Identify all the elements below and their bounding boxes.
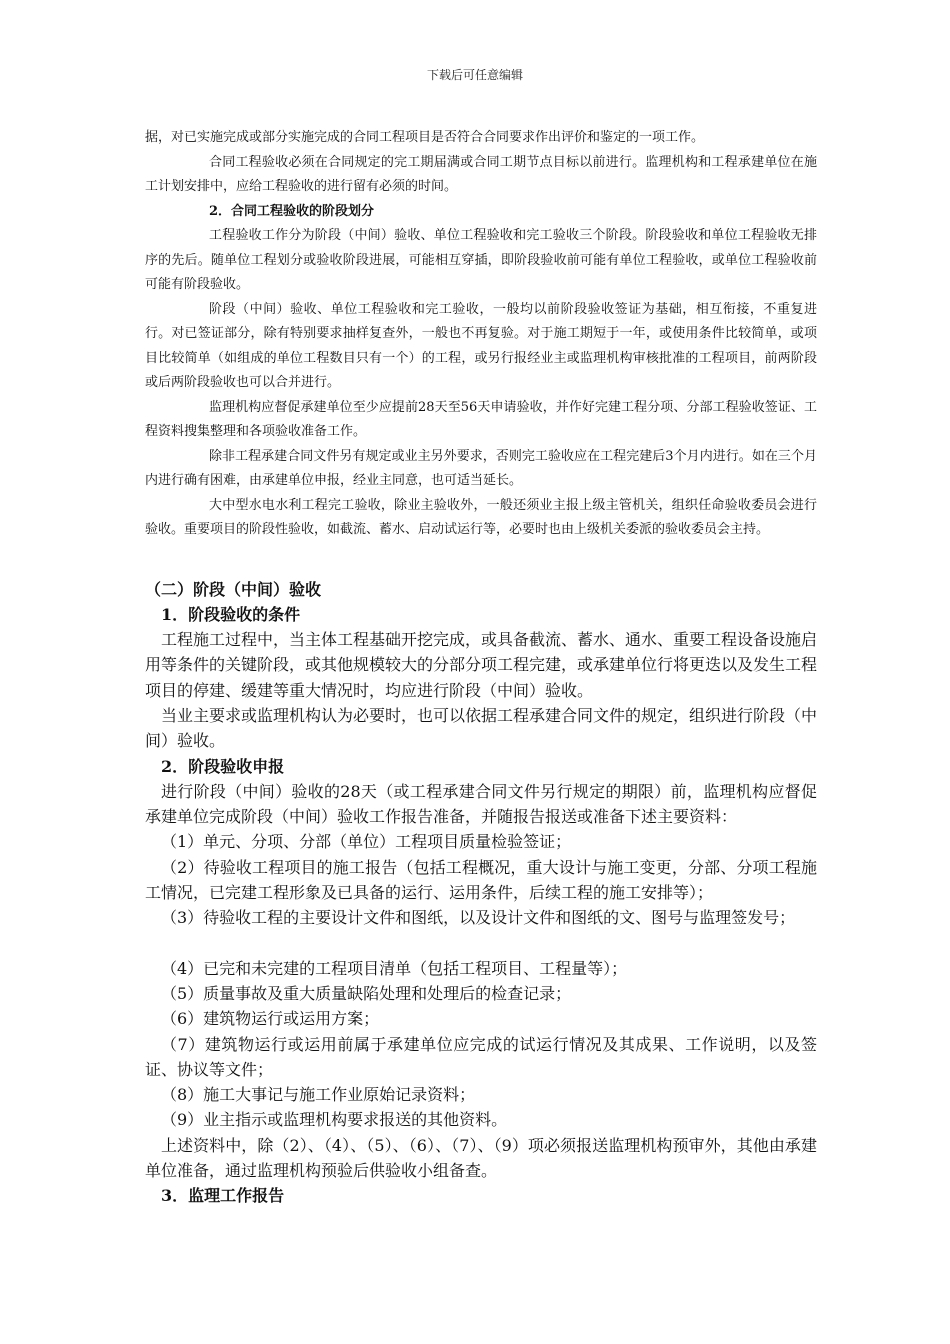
list-item: （2）待验收工程项目的施工报告（包括工程概况，重大设计与施工变更，分部、分项工程施工情况，已完建工程形象及已具备的运行、运用条件，后续工程的施工安排等）； xyxy=(145,857,817,903)
lower-section xyxy=(145,577,817,1209)
paragraph: 监理机构应督促承建单位至少应提前28天至56天申请验收，并作好完建工程分项、分部工程验收签证、工程资料搜集整理和各项验收准备工作。 xyxy=(145,399,817,439)
subheading: 2．合同工程验收的阶段划分 xyxy=(209,203,375,219)
paragraph: 阶段（中间）验收、单位工程验收和完工验收，一般均以前阶段验收签证为基础，相互衔接，不重复进行。对已签证部分，除有特别要求抽样复查外，一般也不再复验。对于施工期短于一年，或使用条件比较简单，或项目比较简单（如组成的单位工程数目只有一个）的工程，或另行报经业主或监理机构审核批准的工程项目，前两阶段或后两阶段验收也可以合并进行。 xyxy=(145,301,817,390)
section-title: （二）阶段（中间）验收 xyxy=(145,579,322,599)
upper-section xyxy=(145,126,817,543)
subheading: 2．阶段验收申报 xyxy=(161,756,285,776)
page-header-note: 下载后可任意编辑 xyxy=(426,68,523,82)
paragraph: 工程验收工作分为阶段（中间）验收、单位工程验收和完工验收三个阶段。阶段验收和单位工程验收无排序的先后。随单位工程划分或验收阶段进展，可能相互穿插，即阶段验收前可能有单位工程验收，或单位工程验收前可能有阶段验收。 xyxy=(145,228,817,292)
subheading: 1．阶段验收的条件 xyxy=(161,604,301,624)
paragraph: 据，对已实施完成或部分实施完成的合同工程项目是否符合合同要求作出评价和鉴定的一项工作。 xyxy=(145,130,705,145)
document-page xyxy=(145,126,817,1209)
subheading: 3．监理工作报告 xyxy=(161,1186,285,1206)
paragraph: 当业主要求或监理机构认为必要时，也可以依据工程承建合同文件的规定，组织进行阶段（中间）验收。 xyxy=(145,705,818,751)
paragraph: 除非工程承建合同文件另有规定或业主另外要求，否则完工验收应在工程完建后3个月内进行。如在三个月内进行确有困难，由承建单位申报，经业主同意，也可适当延长。 xyxy=(145,448,817,488)
paragraph: 合同工程验收必须在合同规定的完工期届满或合同工期节点目标以前进行。监理机构和工程承建单位在施工计划安排中，应给工程验收的进行留有必须的时间。 xyxy=(145,154,817,194)
paragraph: 工程施工过程中，当主体工程基础开挖完成，或具备截流、蓄水、通水、重要工程设备设施启用等条件的关键阶段，或其他规模较大的分部分项工程完建，或承建单位行将更迭以及发生工程项目的停建、缓建等重大情况时，均应进行阶段（中间）验收。 xyxy=(145,630,818,700)
list-item: （5）质量事故及重大质量缺陷处理和处理后的检查记录； xyxy=(161,983,572,1003)
list-item: （1）单元、分项、分部（单位）工程项目质量检验签证； xyxy=(161,832,572,852)
list-item: （6）建筑物运行或运用方案； xyxy=(161,1009,380,1029)
paragraph: 进行阶段（中间）验收的28天（或工程承建合同文件另行规定的期限）前，监理机构应督促承建单位完成阶段（中间）验收工作报告准备，并随报告报送或准备下述主要资料： xyxy=(145,781,817,827)
list-item: （9）业主指示或监理机构要求报送的其他资料。 xyxy=(161,1110,508,1130)
list-item: （7）建筑物运行或运用前属于承建单位应完成的试运行情况及其成果、工作说明，以及签证、协议等文件； xyxy=(145,1034,817,1079)
paragraph: 上述资料中，除（2）、（4）、（5）、（6）、（7）、（9）项必须报送监理机构预审外，其他由承建单位准备，通过监理机构预验后供验收小组备查。 xyxy=(145,1135,817,1181)
list-item: （3）待验收工程的主要设计文件和图纸，以及设计文件和图纸的文、图号与监理签发号； xyxy=(161,908,796,928)
list-item: （4）已完和未完建的工程项目清单（包括工程项目、工程量等）； xyxy=(161,958,628,978)
paragraph: 大中型水电水利工程完工验收，除业主验收外，一般还须业主报上级主管机关，组织任命验收委员会进行验收。重要项目的阶段性验收，如截流、蓄水、启动试运行等，必要时也由上级机关委派的验收委员会主持。 xyxy=(145,497,817,537)
list-item: （8）施工大事记与施工作业原始记录资料； xyxy=(161,1085,476,1105)
